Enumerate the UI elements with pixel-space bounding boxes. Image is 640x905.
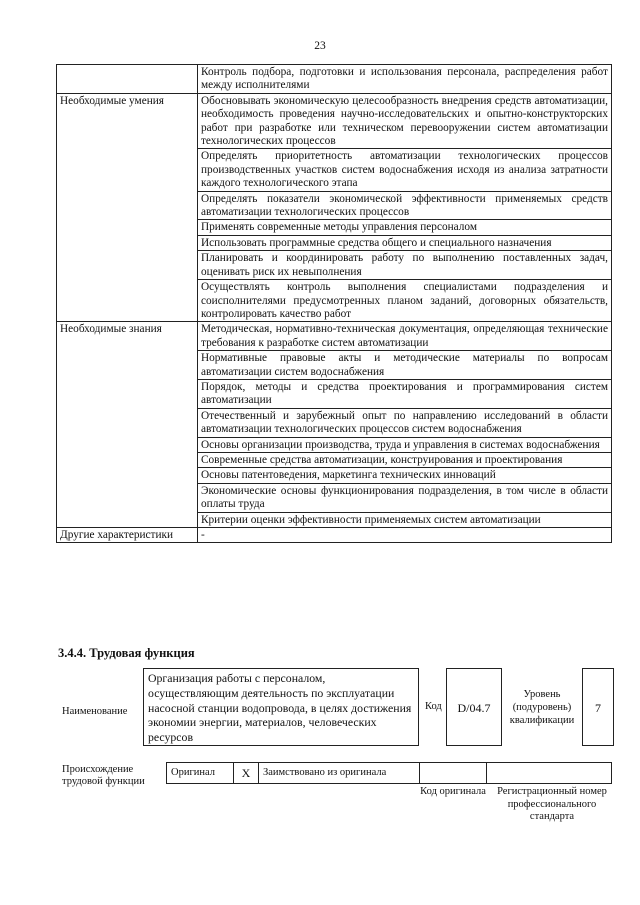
row-value: Обосновывать экономическую целесообразность внедрения средств автоматизации, необходимость проведения научно-исследовательских и опытно-конструкторских работ при разработке или техническом перевооружении систем автоматизации технологических процессов — [198, 93, 612, 149]
borrowed-cell: Заимствовано из оригинала — [258, 762, 420, 784]
row-value: Использовать программные средства общего и специального назначения — [198, 235, 612, 250]
row-value: Определять показатели экономической эффективности применяемых средств автоматизации технологических процессов — [198, 191, 612, 220]
code-original-cell — [419, 762, 487, 784]
level-value-box: 7 — [582, 668, 614, 746]
row-value: Методическая, нормативно-техническая документация, определяющая технические требования к разработке систем автоматизации — [198, 322, 612, 351]
row-value: Отечественный и зарубежный опыт по направлению исследований в области автоматизации технологических процессов систем водоснабжения — [198, 408, 612, 437]
code-original-label: Код оригинала — [420, 786, 486, 797]
table-row — [57, 65, 612, 94]
row-value: Определять приоритетность автоматизации технологических процессов производственных участков систем водоснабжения исходя из анализа затратности каждого технологического этапа — [198, 149, 612, 191]
section-title: 3.4.4. Трудовая функция — [58, 646, 195, 660]
row-value: Осуществлять контроль выполнения специалистами подразделения и соисполнителями предусмотренных планом заданий, договорных обязательств, контролировать качество работ — [198, 280, 612, 322]
row-value: Современные средства автоматизации, конструирования и проектирования — [198, 452, 612, 467]
origin-label: Происхождение трудовой функции — [62, 764, 145, 787]
row-value: Основы патентоведения, маркетинга технических инноваций — [198, 468, 612, 483]
reg-number-cell — [486, 762, 612, 784]
code-label: Код — [425, 701, 442, 712]
row-value: Контроль подбора, подготовки и использования персонала, распределения работ между исполнителями — [198, 65, 612, 94]
code-value-box: D/04.7 — [446, 668, 502, 746]
row-label: Необходимые знания — [57, 322, 198, 528]
row-label — [57, 65, 198, 94]
row-value: Основы организации производства, труда и управления в системах водоснабжения — [198, 437, 612, 452]
original-cell: Оригинал — [166, 762, 234, 784]
row-value: Применять современные методы управления персоналом — [198, 220, 612, 235]
table-row — [57, 528, 612, 543]
page-number: 23 — [314, 40, 326, 52]
function-name-box: Организация работы с персоналом, осуществляющим деятельность по эксплуатации насосной станции водопровода, в целях достижения экономии энергии, материалов, человеческих ресурсов — [143, 668, 419, 746]
name-label: Наименование — [62, 706, 128, 717]
table-row — [57, 93, 612, 149]
row-value: - — [198, 528, 612, 543]
reg-number-label: Регистрационный номер профессионального стандарта — [497, 786, 607, 822]
requirements-table — [56, 64, 612, 543]
row-value: Экономические основы функционирования подразделения, в том числе в области оплаты труда — [198, 483, 612, 512]
table-row — [57, 322, 612, 351]
row-value: Нормативные правовые акты и методические материалы по вопросам автоматизации систем водоснабжения — [198, 351, 612, 380]
original-mark-cell: X — [233, 762, 259, 784]
row-value: Критерии оценки эффективности применяемых систем автоматизации — [198, 512, 612, 527]
row-value: Порядок, методы и средства проектирования и программирования систем автоматизации — [198, 379, 612, 408]
row-label: Необходимые умения — [57, 93, 198, 322]
row-label: Другие характеристики — [57, 528, 198, 543]
level-label: Уровень (подуровень) квалификации — [509, 689, 575, 726]
row-value: Планировать и координировать работу по выполнению поставленных задач, оценивать риск их невыполнения — [198, 251, 612, 280]
